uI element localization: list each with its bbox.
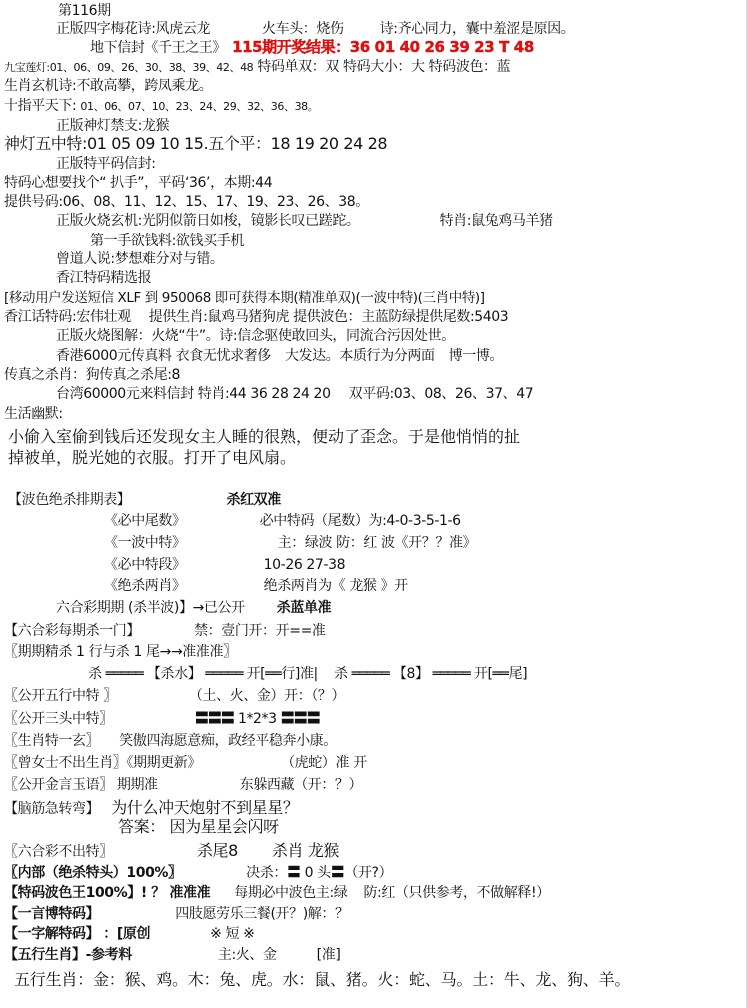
five-element-zodiacs: 五行生肖：金：猴、鸡。木：兔、虎。水：鼠、猪。火：蛇、马。土：牛、龙、狗、羊。 (14, 970, 631, 989)
one-char-line (4, 925, 255, 943)
one-word-label: 【一言博特码】 (4, 906, 100, 922)
hk-fax-2: 大发达。本质行为分两面 (284, 348, 435, 364)
three-heads-line (4, 710, 320, 728)
joke-line-2: 掉被单，脱光她的衣服。打开了电风扇。 (8, 448, 297, 467)
two-zodiac-line (4, 577, 408, 595)
three-heads-value: 1*2*3 (237, 711, 277, 727)
one-word-line (4, 905, 349, 923)
no-special-label: 〖六合彩不出特〗 (4, 844, 113, 860)
poem-text: 诗:齐心同力，囊中羞涩是原因。 (379, 21, 575, 37)
sms-notice: [移动用户发送短信 XLF 到 950068 即可获得本期(精准单双)(一波中特)(三肖中特)] (4, 290, 485, 306)
five-zodiac-ref-line (4, 946, 341, 964)
lady-zeng-line (4, 754, 367, 772)
kill-tail-8: 杀尾8 (196, 841, 238, 860)
provided-zodiacs: 提供生肖:鼠鸡马猪狗虎 提供波色：主蓝防绿提供尾数:5403 (148, 309, 509, 325)
lamp-five-hits: 神灯五中特:01 05 09 10 15.五个平：18 19 20 24 28 (4, 134, 388, 153)
segment-line (4, 556, 346, 574)
five-zodiac-ref-label: 【五行生肖】-参考料 (4, 947, 132, 963)
five-zodiac-ref-main: 主:火、金 (217, 947, 277, 963)
one-char-label: 【一字解特码】 (4, 926, 100, 942)
five-elements-label: 〖公开五行中特 〗 (4, 688, 117, 704)
taiwan-line (4, 385, 534, 403)
ten-fingers-label: 十指平天下: (4, 98, 77, 114)
riddle-label: 【脑筋急转弯】 (4, 801, 100, 817)
fire-mystery: 正版火烧玄机:光阴似箭日如梭，镜影长叹已蹉跎。 (56, 213, 360, 229)
one-gate-label: 【六合彩每期杀一门】 (4, 623, 140, 639)
special-zodiacs: 特肖:鼠兔鸡马羊猪 (439, 213, 553, 229)
segment-label: 《必中特段》 (104, 557, 186, 573)
color-king-label: 【特码波色王100%】! ？ 准准准 (4, 885, 211, 901)
kill-eight: 【8】 (392, 666, 429, 682)
lady-zeng-label: 〖曾女士不出生肖〗《期期更新》 (4, 755, 201, 771)
kill-water: 【杀水】 (146, 666, 202, 682)
open-row: 开[══行]准| (246, 666, 318, 682)
tail-line (4, 512, 461, 530)
fire-diagram: 正版火烧图解：火烧“牛”。诗:信念驱使敢回头，同流合污因处世。 (56, 328, 455, 344)
plum-poem-line (4, 20, 575, 38)
color-king-guard: 防:红（只供参考，不做解释!） (363, 885, 550, 901)
special-number-props: 特码单双：双 特码大小：大 特码波色：蓝 (257, 59, 511, 75)
ten-fingers-line (4, 97, 318, 116)
kill-zodiac: 杀肖 龙猴 (271, 841, 340, 860)
zodiac-mystery-line (4, 732, 337, 750)
golden-words-label: 〖公开金言玉语〗 期期准 (4, 777, 158, 793)
hongkong-report-title: 香江特码精选报 (56, 270, 152, 286)
row-tail-kill: 〖期期精杀 1 行与杀 1 尾→→准准准〗 (4, 644, 237, 660)
one-wave-value: 主：绿波 防：红 波《开？？准》 (277, 535, 477, 551)
train-head: 火车头：烧伤 (261, 21, 344, 37)
lady-zeng-value: （虎蛇）准 开 (281, 755, 367, 771)
flat-code-envelope: 正版特平码信封: (56, 156, 156, 172)
five-elements-value: （土、火、金）开：（？） (188, 688, 346, 704)
lotus-lamp-numbers: 九宝莲灯:01、06、09、26、30、38、39、42、48 (4, 61, 254, 74)
open-tail: 开[══尾] (473, 666, 528, 682)
must-tail-label: 《必中尾数》 (104, 513, 186, 529)
one-gate-value: 禁：壹门开：开==准 (194, 623, 326, 639)
one-char-short: ※ 短 ※ (210, 926, 255, 942)
internal-kill-label: 〖内部（绝杀特头）100%〗 (4, 865, 182, 881)
one-wave-line (4, 534, 477, 552)
five-elements-line (4, 687, 346, 705)
plum-poem: 正版四字梅花诗:风虎云龙 (56, 21, 210, 37)
internal-kill-value: 决杀：〓 0 头〓（开?） (246, 865, 393, 881)
hk-fax-3: 博一博。 (448, 348, 504, 364)
internal-kill-line (4, 864, 393, 882)
result-line (4, 38, 534, 57)
kill-red-double: 杀红双准 (226, 492, 281, 508)
zodiac-poem: 生肖玄机诗:不敢高攀，跨凤乘龙。 (4, 78, 213, 94)
one-gate-line (4, 622, 326, 640)
fire-mystery-line (4, 212, 553, 230)
one-wave-label: 《一波中特》 (104, 535, 186, 551)
three-heads-label: 〖公开三头中特〗 (4, 711, 113, 727)
kill-water-line (4, 665, 528, 683)
hongkong-talk-line (4, 308, 509, 326)
riddle-answer: 答案： 因为星星会闪呀 (118, 817, 279, 836)
bar-2: ═════ (205, 666, 243, 682)
one-char-original: ：[原创 (103, 926, 151, 942)
bar-4: ═════ (432, 666, 470, 682)
half-wave-line (4, 599, 332, 617)
kill-1: 杀 (88, 666, 102, 682)
golden-words-value: 东躲西藏（开：？） (239, 777, 363, 793)
underground-envelope: 地下信封《千王之王》 (90, 40, 226, 56)
half-wave-label: 六合彩期期 (杀半波)】→已公开 (56, 600, 245, 616)
last-draw-result: 115期开奖结果：36 01 40 26 39 23 T 48 (232, 38, 534, 56)
taiwan-envelope: 台湾60000元来料信封 特肖:44 36 28 24 20 (56, 386, 331, 402)
color-kill-table: 【波色绝杀排期表】 (8, 492, 131, 508)
provided-numbers: 提供号码:06、08、11、12、15、17、19、23、26、38。 (4, 194, 369, 210)
double-flat: 双平码:03、08、26、37、47 (348, 386, 534, 402)
first-hand-material: 第一手欲钱料:欲钱买手机 (90, 233, 244, 249)
hongkong-talk: 香江话特码:宏伟壮观 (4, 309, 131, 325)
fax-kill: 传真之杀肖：狗传真之杀尾:8 (4, 367, 181, 383)
lotus-lamp-line (4, 58, 510, 77)
bar-3: ═════ (351, 666, 389, 682)
color-king-main: 每期必中波色主:绿 (234, 885, 348, 901)
one-word-value: 四肢愿劳乐三餐(开？)解：？ (175, 906, 349, 922)
zodiac-mystery-label: 〖生肖特一玄〗 (4, 733, 100, 749)
ten-fingers-numbers: 01、06、07、10、23、24、29、32、36、38。 (80, 100, 319, 113)
kill-2: 杀 (333, 666, 348, 682)
bar-1: ═════ (105, 666, 143, 682)
bar-6: 〓〓〓 (280, 711, 320, 727)
must-tail-value: 必中特码（尾数）为:4-0-3-5-1-6 (259, 513, 461, 529)
hk-fax: 香港6000元传真料 衣食无忧求奢侈 (56, 348, 271, 364)
joke-line-1: 小偷入室偷到钱后还发现女主人睡的很熟，便动了歪念。于是他悄悄的扯 (8, 427, 521, 446)
five-zodiac-ref-accurate: [准] (316, 947, 341, 963)
color-king-line (4, 884, 550, 902)
golden-words-line (4, 776, 363, 794)
no-special-line (4, 841, 340, 861)
pickpocket-hint: 特码心想要找个“ 扒手”，平码‘36’，本期:44 (4, 175, 273, 191)
two-zodiac-value: 绝杀两肖为《 龙猴 》开 (263, 578, 408, 594)
humor-title: 生活幽默: (4, 406, 63, 422)
two-zodiac-label: 《绝杀两肖》 (104, 578, 186, 594)
table-title-line (4, 491, 281, 509)
issue-number: 第116期 (58, 3, 111, 19)
lamp-forbidden: 正版神灯禁支:龙猴 (56, 118, 170, 134)
riddle-line (4, 798, 299, 818)
zodiac-mystery-value: 笑傲四海愿意痴，政经平稳奔小康。 (119, 733, 337, 749)
riddle-question: 为什么冲天炮射不到星星？ (111, 798, 299, 817)
segment-value: 10-26 27-38 (263, 557, 346, 573)
hk-fax-line (4, 347, 504, 365)
kill-blue-single: 杀蓝单准 (276, 600, 332, 616)
priest-says: 曾道人说:梦想难分对与错。 (56, 251, 224, 267)
bar-5: 〓〓〓 (194, 711, 234, 727)
